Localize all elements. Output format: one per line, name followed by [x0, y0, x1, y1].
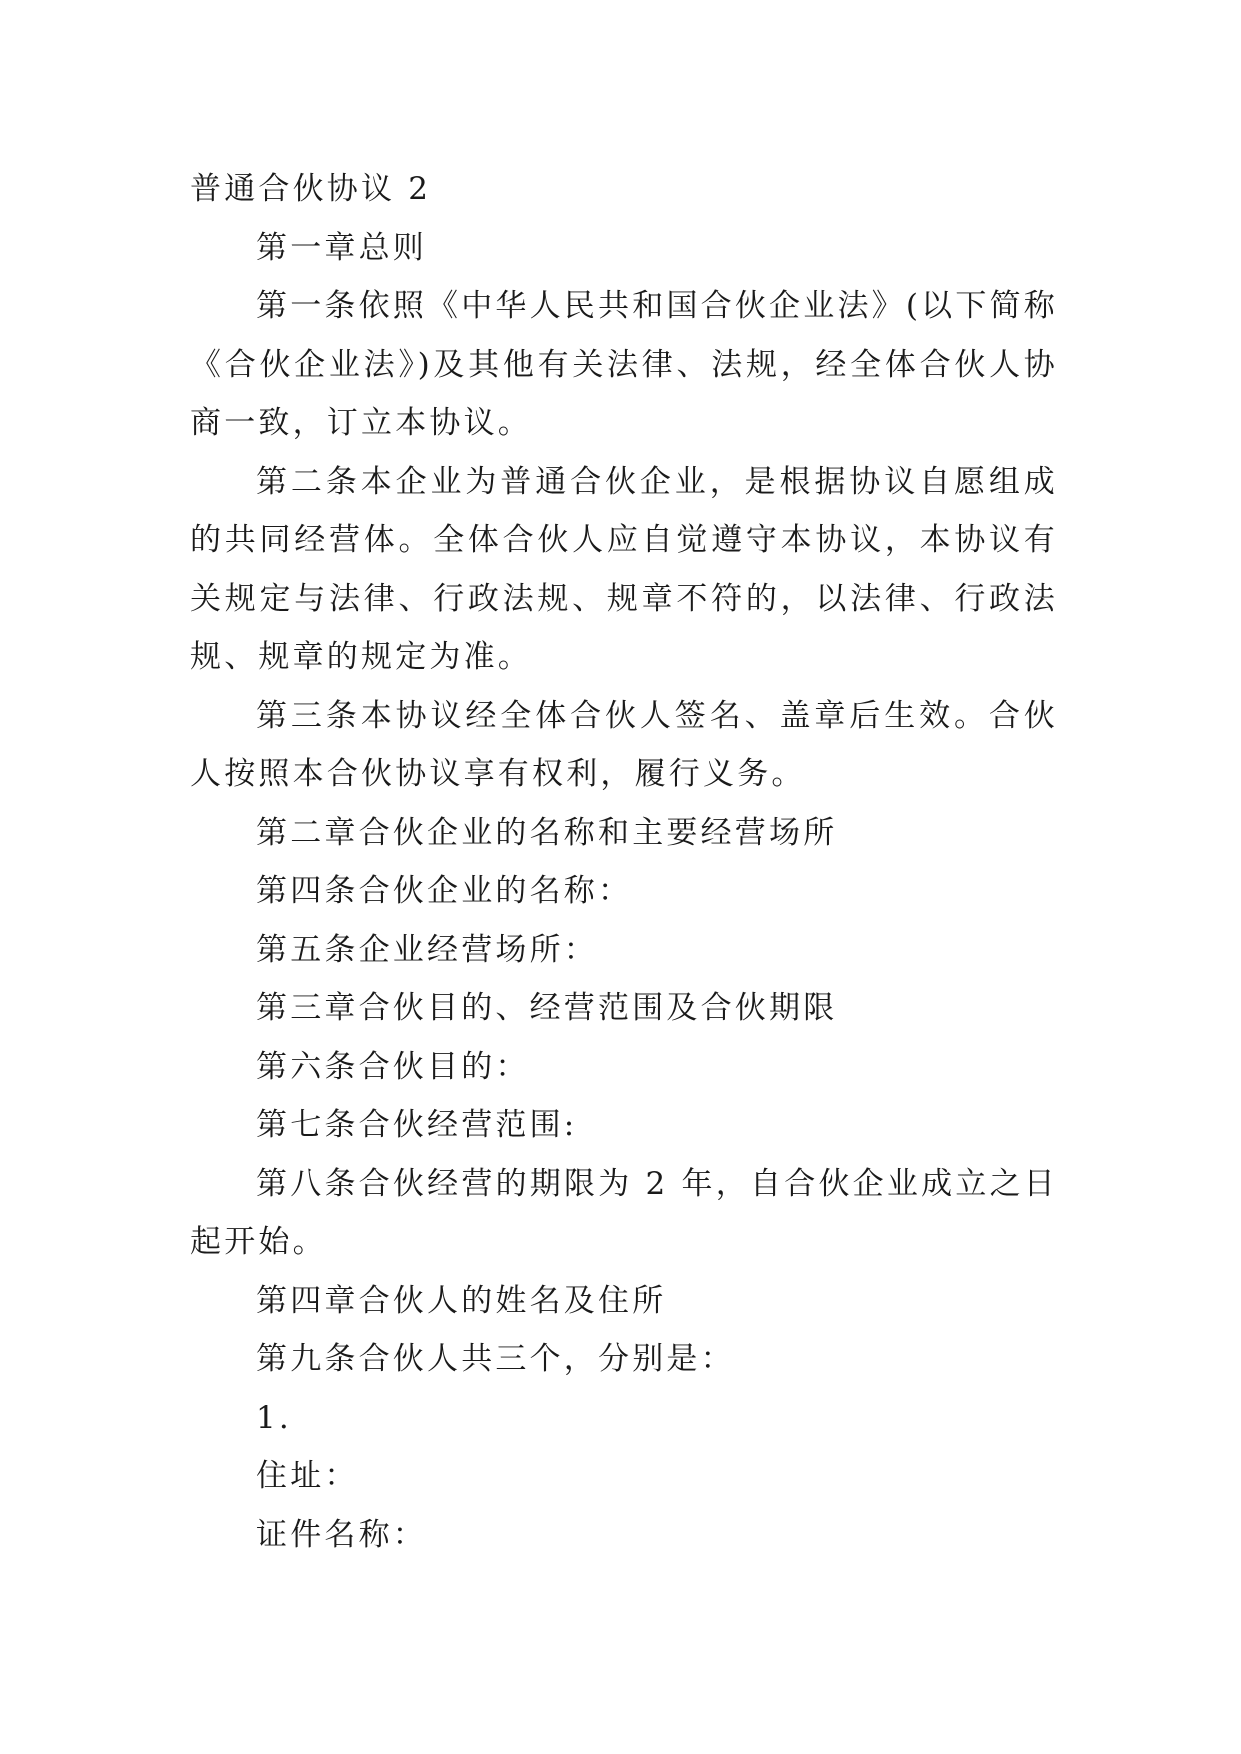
partner-1-number: 1.: [256, 1399, 292, 1436]
partner-1-address-label: 住址：: [256, 1458, 359, 1494]
partner-1-id-type-label: 证件名称：: [256, 1516, 427, 1553]
document-title: 普通合伙协议 2: [190, 171, 432, 207]
article-3: 第三条本协议经全体合伙人签名、盖章后生效。合伙人按照本合伙协议享有权利，履行义务。: [190, 697, 1058, 792]
article-9: 第九条合伙人共三个，分别是：: [256, 1341, 735, 1377]
article-4: 第四条合伙企业的名称：: [256, 873, 633, 909]
chapter-2-heading: 第二章合伙企业的名称和主要经营场所: [256, 814, 838, 851]
article-6: 第六条合伙目的：: [256, 1048, 530, 1085]
article-8: 第八条合伙经营的期限为 2 年，自合伙企业成立之日起开始。: [190, 1165, 1058, 1260]
document-body: [190, 160, 1058, 1564]
article-1: 第一条依照《中华人民共和国合伙企业法》(以下简称《合伙企业法》)及其他有关法律、法规，经全体合伙人协商一致，订立本协议。: [190, 288, 1058, 441]
article-2: 第二条本企业为普通合伙企业，是根据协议自愿组成的共同经营体。全体合伙人应自觉遵守本协议，本协议有关规定与法律、行政法规、规章不符的，以法律、行政法规、规章的规定为准。: [190, 463, 1058, 675]
chapter-3-heading: 第三章合伙目的、经营范围及合伙期限: [256, 990, 838, 1026]
chapter-4-heading: 第四章合伙人的姓名及住所: [256, 1282, 667, 1319]
chapter-1-heading: 第一章总则: [256, 229, 427, 266]
article-7: 第七条合伙经营范围:: [256, 1107, 578, 1143]
article-5: 第五条企业经营场所：: [256, 931, 598, 968]
